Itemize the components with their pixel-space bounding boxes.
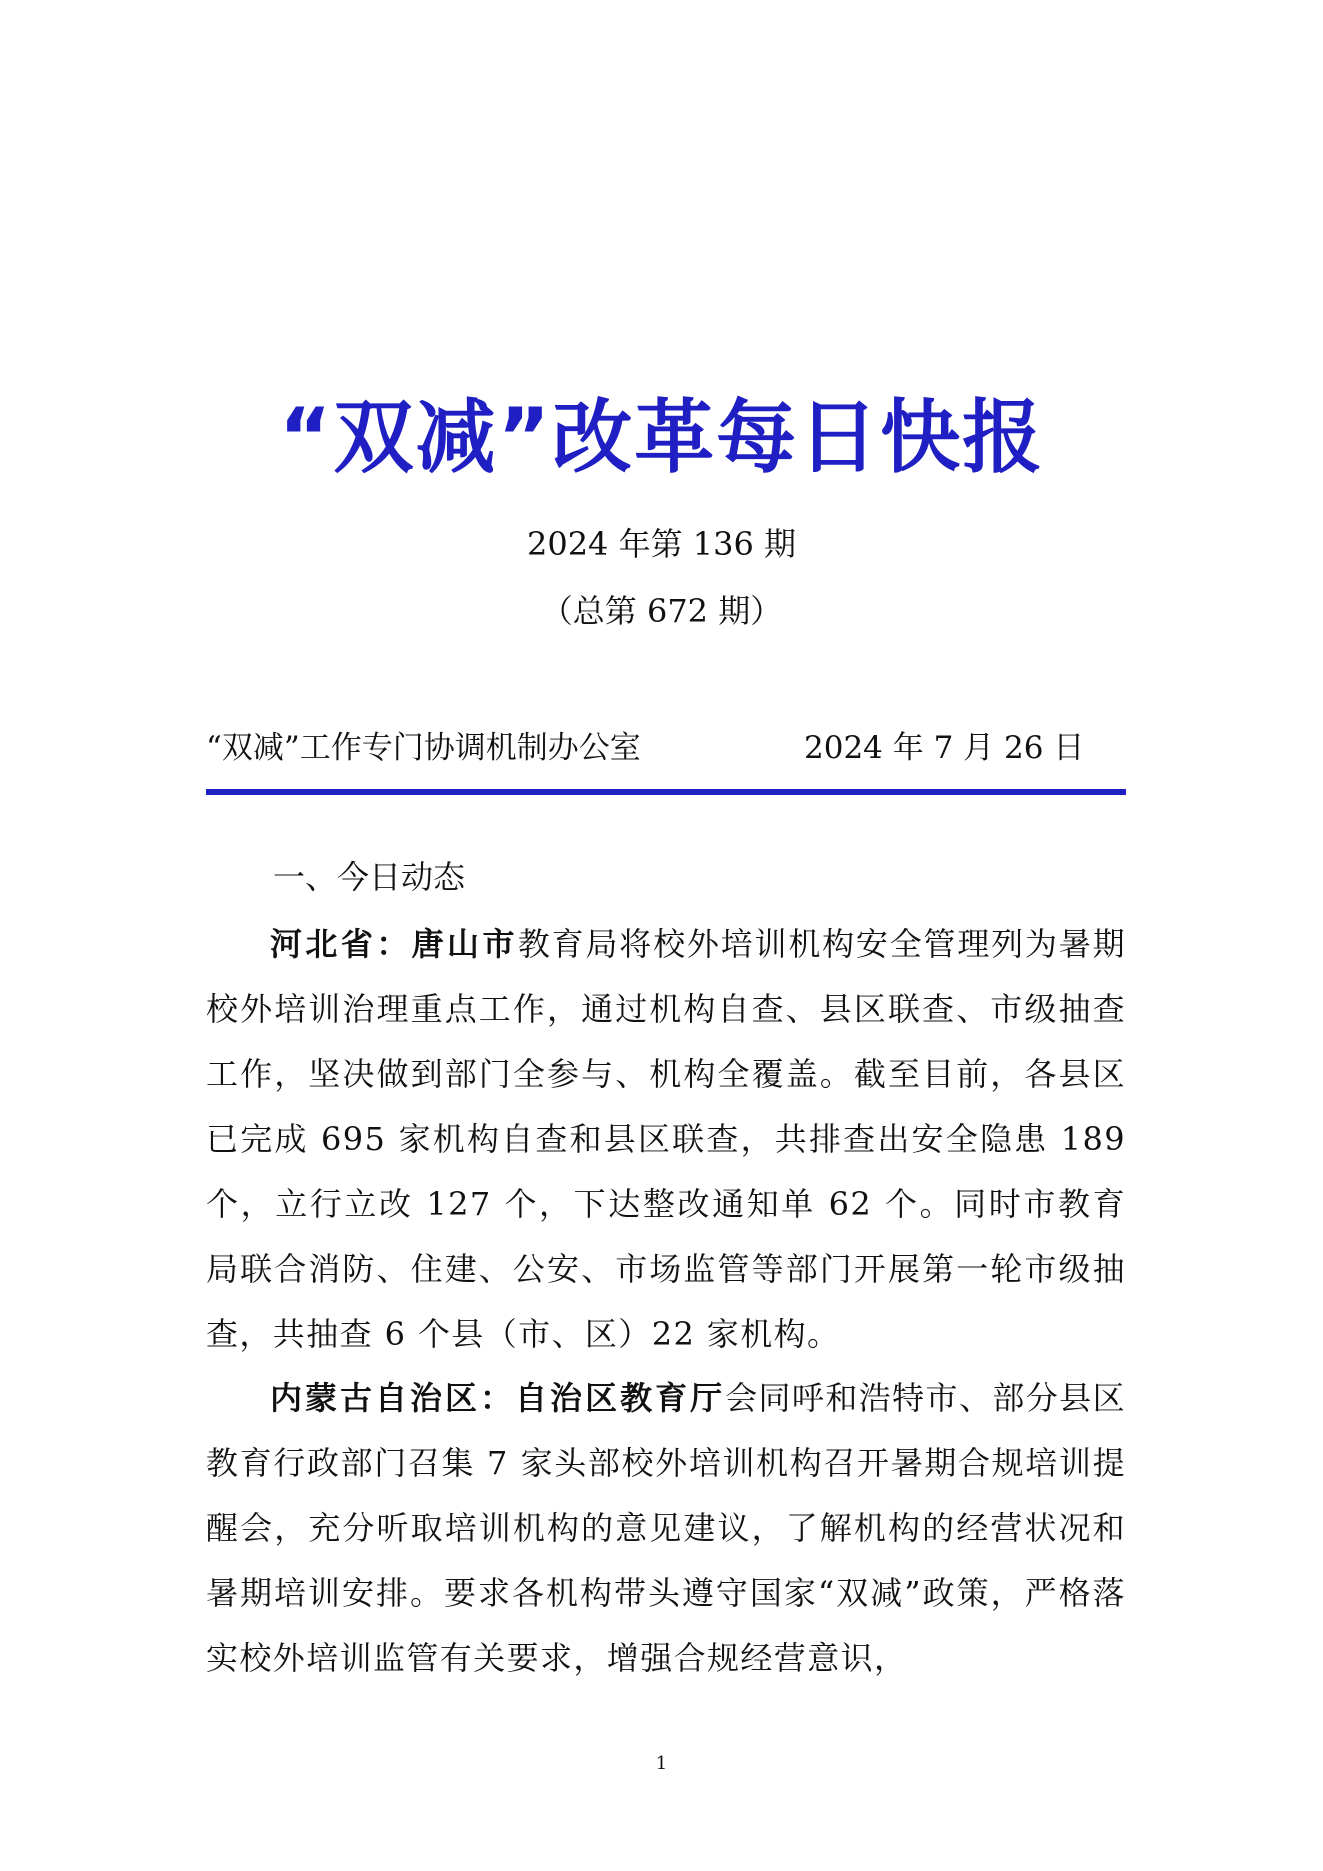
news-item-inner-mongolia	[206, 1366, 1126, 1691]
issue-date: 2024 年 7 月 26 日	[804, 730, 1085, 766]
news-item-lead: 内蒙古自治区：自治区教育厅	[270, 1379, 726, 1417]
section-heading: 一、今日动态	[273, 858, 466, 896]
news-item-lead: 河北省：唐山市	[270, 925, 518, 963]
issue-number: 2024 年第 136 期	[526, 525, 797, 563]
news-item-hebei	[206, 912, 1126, 1367]
news-item-body: 会同呼和浩特市、部分县区教育行政部门召集 7 家头部校外培训机构召开暑期合规培训提醒会，充分听取培训机构的意见建议，了解机构的经营状况和暑期培训安排。要求各机构带头遵守国家“双减”政策，严格落实校外培训监管有关要求，增强合规经营意识，	[206, 1379, 1126, 1677]
issue-total: （总第 672 期）	[540, 592, 783, 630]
masthead-title: “双减”改革每日快报	[278, 391, 1045, 484]
news-item-body: 教育局将校外培训机构安全管理列为暑期校外培训治理重点工作，通过机构自查、县区联查、市级抽查工作，坚决做到部门全参与、机构全覆盖。截至目前，各县区已完成 695 家机构自查和县区联查，共排查出安全隐患 189 个，立行立改 127 个，下达整改通知单 62 个。同时市教育局联合消防、住建、公安、市场监管等部门开展第一轮市级抽查，共抽查 6 个县（市、区）22 家机构。	[206, 925, 1126, 1353]
header-divider	[206, 789, 1126, 795]
page-number: 1	[655, 1753, 668, 1774]
issuing-office: “双减”工作专门协调机制办公室	[206, 730, 641, 766]
issuer-row	[206, 726, 1126, 770]
